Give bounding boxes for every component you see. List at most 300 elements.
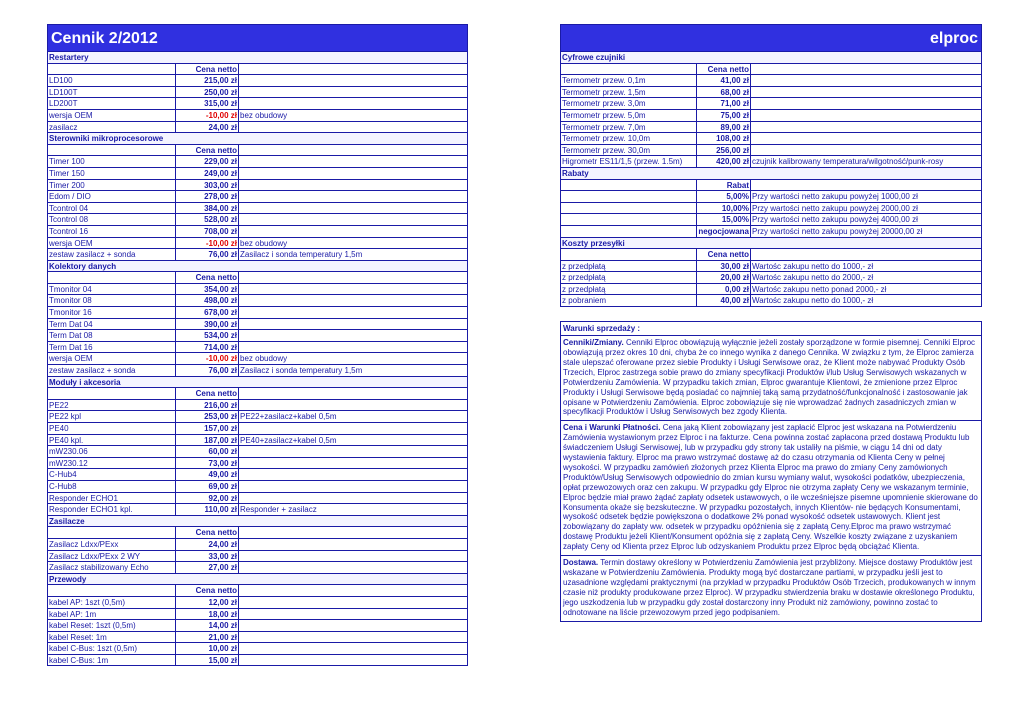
table-row [561, 98, 981, 110]
product-note [751, 122, 981, 133]
product-price: 73,00 zł [176, 458, 239, 469]
product-note [239, 493, 467, 504]
table-row [48, 214, 467, 226]
product-name: Tcontrol 04 [48, 203, 176, 214]
product-note [239, 98, 467, 109]
product-note [239, 458, 467, 469]
product-note [239, 87, 467, 98]
product-name: mW230.06 [48, 446, 176, 457]
table-row [48, 632, 467, 644]
product-name: Timer 200 [48, 180, 176, 191]
price-table-right [560, 52, 982, 307]
product-note [239, 295, 467, 306]
product-price: 253,00 zł [176, 411, 239, 422]
product-note [239, 551, 467, 562]
product-price: 229,00 zł [176, 156, 239, 167]
product-note [239, 400, 467, 411]
product-note: Przy wartości netto zakupu powyżej 4000,00 zł [752, 215, 918, 225]
product-name: z pobraniem [561, 295, 697, 306]
product-name [561, 214, 697, 225]
terms-paragraph-title: Cenniki/Zmiany. [563, 338, 624, 348]
product-name: Termometr przew. 7,0m [561, 122, 697, 133]
product-price: 18,00 zł [176, 609, 239, 620]
section-heading [561, 238, 981, 250]
product-price: 315,00 zł [176, 98, 239, 109]
product-price: 498,00 zł [176, 295, 239, 306]
product-note [239, 156, 467, 167]
product-price: 60,00 zł [176, 446, 239, 457]
price-column-header: Cena netto [697, 249, 751, 260]
product-price: 216,00 zł [176, 400, 239, 411]
product-price: 24,00 zł [176, 122, 239, 133]
product-note [239, 609, 467, 620]
page-title: Cennik 2/2012 [47, 24, 468, 52]
section-name: Restartery [49, 53, 89, 62]
product-price: 303,00 zł [176, 180, 239, 191]
column-header-row [561, 64, 981, 76]
product-name: Responder ECHO1 kpl. [48, 504, 176, 515]
table-row [48, 423, 467, 435]
product-price: 49,00 zł [176, 469, 239, 480]
column-header-row [48, 64, 467, 76]
product-name: kabel AP: 1szt (0,5m) [48, 597, 176, 608]
product-note [239, 539, 467, 550]
terms-paragraph [561, 336, 981, 421]
product-price: -10,00 zł [176, 353, 239, 364]
product-price: 384,00 zł [176, 203, 239, 214]
header-blank [239, 527, 467, 538]
product-name: zestaw zasilacz + sonda [48, 249, 176, 260]
product-note [751, 75, 981, 86]
table-row [48, 87, 467, 99]
table-row [48, 493, 467, 505]
table-row [561, 87, 981, 99]
product-note [239, 620, 467, 631]
product-note [751, 133, 981, 144]
section-name: Koszty przesyłki [562, 238, 625, 248]
product-name: Termometr przew. 1,5m [561, 87, 697, 98]
table-row [48, 168, 467, 180]
product-name: Tcontrol 08 [48, 214, 176, 225]
product-price: 108,00 zł [697, 133, 751, 144]
table-row [48, 655, 467, 667]
product-price: 89,00 zł [697, 122, 751, 133]
table-row [48, 469, 467, 481]
table-row [561, 226, 981, 238]
table-row [561, 261, 981, 273]
brand-title: elproc [560, 24, 982, 52]
table-row [48, 238, 467, 250]
table-row [561, 133, 981, 145]
table-row [48, 295, 467, 307]
product-price: 678,00 zł [176, 307, 239, 318]
product-price: 76,00 zł [176, 249, 239, 260]
product-note: Zasilacz i sonda temperatury 1,5m [240, 250, 363, 260]
price-column-header: Cena netto [176, 145, 239, 156]
column-header-row [48, 527, 467, 539]
product-name: z przedpłatą [561, 261, 697, 272]
table-row [48, 75, 467, 87]
product-note [751, 98, 981, 109]
product-price: 10,00% [697, 203, 751, 214]
product-name: PE22 kpl [48, 411, 176, 422]
product-name: Term Dat 08 [48, 330, 176, 341]
product-name: PE22 [48, 400, 176, 411]
price-column-header: Cena netto [176, 64, 239, 75]
table-row [48, 562, 467, 574]
product-price: 5,00% [697, 191, 751, 202]
header-blank [48, 272, 176, 283]
header-blank [48, 585, 176, 596]
section-heading [48, 52, 467, 64]
product-price: negocjowana [698, 226, 749, 236]
product-name: Zasilacz Ldxx/PExx [48, 539, 176, 550]
table-row [48, 597, 467, 609]
product-note [239, 203, 467, 214]
product-name: Termometr przew. 3,0m [561, 98, 697, 109]
product-name: C-Hub8 [48, 481, 176, 492]
product-price: 75,00 zł [697, 110, 751, 121]
price-list-left [47, 24, 468, 666]
section-heading [48, 516, 467, 528]
product-name [561, 191, 697, 202]
table-row [48, 330, 467, 342]
product-note [239, 330, 467, 341]
product-price: 708,00 zł [176, 226, 239, 237]
product-name: PE40 [48, 423, 176, 434]
product-note [239, 226, 467, 237]
product-note: Wartośc zakupu netto do 2000,- zł [752, 273, 874, 283]
header-blank [751, 249, 981, 260]
product-name: kabel C-Bus: 1szt (0,5m) [48, 643, 176, 654]
terms-paragraph-text: Termin dostawy określony w Potwierdzeniu Zamówienia jest przybliżony. Miejsce dostawy Produktów jest wskazane w Potwierdzeniu Zamówienia. Produkty mogą być dostarczane partiami, w przypadku jeśli jest to uzasadnione względami praktycznymi (na przykład w przypadku Produktów Osób Trzecich, produkowanych w innym czasie niż produkty produkowane przez Elproc). W przypadku stwierdzenia braku w dostawie określonego Produktu, jego uszkodzenia lub w przypadku gdy został dostarczony inny Produkt niż zamówiony, powinno zostać to odnotowane na liście przewozowym przed jego podpisaniem. [563, 558, 976, 617]
terms-paragraph-title: Cena i Warunki Płatności. [563, 423, 661, 433]
header-blank [48, 388, 176, 399]
section-name: Zasilacze [49, 516, 85, 526]
product-note [239, 481, 467, 492]
header-blank [751, 180, 981, 191]
product-name: z przedpłatą [561, 284, 697, 295]
product-name: Termometr przew. 10,0m [561, 133, 697, 144]
product-price: 68,00 zł [697, 87, 751, 98]
product-note: bez obudowy [240, 238, 288, 248]
product-name: zestaw zasilacz + sonda [48, 365, 176, 376]
product-note: Przy wartości netto zakupu powyżej 20000,00 zł [752, 226, 923, 236]
product-price: 40,00 zł [697, 295, 751, 306]
product-name: z przedpłatą [561, 272, 697, 283]
product-price: 21,00 zł [176, 632, 239, 643]
section-name: Przewody [49, 574, 87, 584]
product-note [239, 75, 467, 86]
product-price: 534,00 zł [176, 330, 239, 341]
price-list-right [560, 24, 982, 622]
column-header-row [48, 585, 467, 597]
product-note [751, 145, 981, 156]
section-name: Sterowniki mikroprocesorowe [49, 134, 164, 144]
product-note [239, 632, 467, 643]
section-name: Cyfrowe czujniki [562, 53, 626, 62]
product-name: wersja OEM [48, 110, 176, 121]
table-row [48, 122, 467, 134]
product-name: zasilacz [48, 122, 176, 133]
product-price: 249,00 zł [176, 168, 239, 179]
product-price: 24,00 zł [176, 539, 239, 550]
product-note [239, 469, 467, 480]
table-row [561, 122, 981, 134]
header-blank [751, 64, 981, 75]
product-name: LD100T [48, 87, 176, 98]
product-note: Wartośc zakupu netto ponad 2000,- zł [752, 284, 887, 294]
product-note [239, 423, 467, 434]
table-row [48, 504, 467, 516]
product-price: 20,00 zł [697, 272, 751, 283]
section-name: Moduły i akcesoria [49, 377, 121, 387]
product-note: Przy wartości netto zakupu powyżej 1000,00 zł [752, 192, 918, 202]
header-blank [48, 145, 176, 156]
product-name: kabel Reset: 1szt (0,5m) [48, 620, 176, 631]
terms-body [561, 336, 981, 620]
table-row [48, 342, 467, 354]
product-name: mW230.12 [48, 458, 176, 469]
product-name: LD100 [48, 75, 176, 86]
price-column-header: Cena netto [176, 585, 239, 596]
product-name: LD200T [48, 98, 176, 109]
table-row [561, 284, 981, 296]
product-price: 110,00 zł [176, 504, 239, 515]
price-column-header: Rabat [697, 180, 751, 191]
table-row [561, 75, 981, 87]
terms-heading: Warunki sprzedaży : [561, 322, 981, 336]
table-row [48, 481, 467, 493]
section-heading [561, 52, 981, 64]
table-row [48, 249, 467, 261]
product-price: 420,00 zł [697, 156, 751, 167]
product-price: 0,00 zł [697, 284, 751, 295]
product-note [239, 655, 467, 666]
header-blank [239, 64, 467, 75]
product-price: -10,00 zł [176, 110, 239, 121]
terms-paragraph-title: Dostawa. [563, 558, 599, 568]
product-name [561, 203, 697, 214]
product-price: 10,00 zł [176, 643, 239, 654]
table-row [561, 272, 981, 284]
section-heading [561, 168, 981, 180]
product-name: Higrometr ES11/1,5 (przew. 1.5m) [561, 156, 697, 167]
product-note: Responder + zasilacz [240, 505, 317, 515]
table-row [48, 110, 467, 122]
product-name: kabel Reset: 1m [48, 632, 176, 643]
product-price: 71,00 zł [697, 98, 751, 109]
price-column-header: Cena netto [176, 527, 239, 538]
product-name: Timer 100 [48, 156, 176, 167]
column-header-row [48, 272, 467, 284]
table-row [48, 191, 467, 203]
product-note [239, 214, 467, 225]
product-note [239, 643, 467, 654]
product-price: 15,00% [697, 214, 751, 225]
column-header-row [48, 388, 467, 400]
table-row [48, 284, 467, 296]
product-name: Edom / DIO [48, 191, 176, 202]
product-price: -10,00 zł [176, 238, 239, 249]
product-note: Wartośc zakupu netto do 1000,- zł [752, 261, 874, 271]
product-price: 69,00 zł [176, 481, 239, 492]
table-row [561, 203, 981, 215]
section-name: Rabaty [562, 168, 589, 178]
product-note: Zasilacz i sonda temperatury 1,5m [240, 366, 363, 376]
product-note [239, 191, 467, 202]
column-header-row [48, 145, 467, 157]
product-price: 92,00 zł [176, 493, 239, 504]
product-name: Timer 150 [48, 168, 176, 179]
header-blank [239, 272, 467, 283]
price-column-header: Cena netto [697, 64, 751, 75]
product-note: PE22+zasilacz+kabel 0,5m [240, 412, 337, 422]
terms-box [560, 321, 982, 621]
product-name: PE40 kpl. [48, 435, 176, 446]
product-price: 33,00 zł [176, 551, 239, 562]
product-note [239, 446, 467, 457]
product-name: Zasilacz stabilizowany Echo [48, 562, 176, 573]
table-row [48, 156, 467, 168]
product-name: wersja OEM [48, 353, 176, 364]
section-heading [48, 377, 467, 389]
table-row [48, 620, 467, 632]
product-price: 528,00 zł [176, 214, 239, 225]
product-name: Tmonitor 04 [48, 284, 176, 295]
product-price: 157,00 zł [176, 423, 239, 434]
product-note: czujnik kalibrowany temperatura/wilgotność/punk-rosy [752, 157, 944, 167]
product-name: Termometr przew. 0,1m [561, 75, 697, 86]
product-note [239, 342, 467, 353]
product-price: 14,00 zł [176, 620, 239, 631]
product-price: 354,00 zł [176, 284, 239, 295]
product-price: 15,00 zł [176, 655, 239, 666]
table-row [561, 145, 981, 157]
product-note [751, 110, 981, 121]
product-price: 250,00 zł [176, 87, 239, 98]
table-row [48, 539, 467, 551]
header-blank [561, 180, 697, 191]
product-name: Termometr przew. 5,0m [561, 110, 697, 121]
product-note: bez obudowy [240, 110, 288, 120]
table-row [561, 295, 981, 307]
table-row [48, 400, 467, 412]
product-price: 256,00 zł [697, 145, 751, 156]
table-row [48, 203, 467, 215]
product-price: 187,00 zł [176, 435, 239, 446]
table-row [48, 643, 467, 655]
table-row [48, 319, 467, 331]
table-row [48, 446, 467, 458]
terms-paragraph-text: Cena jaką Klient zobowiązany jest zapłacić Elproc jest wskazana na Potwierdzeniu Zamówienia wystawionym przez Elproc i na fakturze. Cena powinna zostać zapłacona przed dostawą Produktu lub świadczeniem Usługi Serwisowej, lub w przypadku gdy strony tak ustaliły na piśmie, w ciągu 14 dni od daty wystawienia faktury. Elproc ma prawo wstrzymać dostawę aż do czasu otrzymania od Klienta Ceny w pełnej wysokości. W przypadku zamówień złożonych przez Klienta Elproc ma prawo do zmiany Ceny zamówionych Produktów/Usług Serwisowych odpowiednio do zmian kursu wymiany walut, wysokości podatków, ubezpieczenia, opłat przewozowych oraz cen zakupu. W przypadku gdy Elproc nie otrzyma zapłaty Ceny we wskazanym terminie, Elproc będzie miał prawo żądać zapłaty odsetek ustawowych, o ile wcześniejsze pisemne upomnienie skierowane do Konsumenta okaże się bezskuteczne. W przypadku pozostałych, innych Klientów- nie będących Konsumentami, wysokość odsetek będzie powiększona o dodatkowe 2% ponad wysokość odsetek ustawowych. Klient jest zobowiązany do zapłaty ww. odsetek w przypadku opóźnienia się z zapłatą Ceny.Elproc ma prawo wstrzymać dostawę Produktu jeżeli Klient/Konsument opóźnia się z zapłatą Ceny. Wszelkie koszty związane z uzyskaniem zapłaty Ceny od Klienta przez Elproc lub odzyskaniem Produktu przez Elproc będą obciążać Klienta. [563, 423, 978, 552]
product-name: kabel C-Bus: 1m [48, 655, 176, 666]
product-price: 714,00 zł [176, 342, 239, 353]
table-row [48, 226, 467, 238]
product-price: 27,00 zł [176, 562, 239, 573]
product-note: Przy wartości netto zakupu powyżej 2000,00 zł [752, 203, 918, 213]
product-note: PE40+zasilacz+kabel 0,5m [240, 435, 337, 445]
header-blank [48, 527, 176, 538]
table-row [561, 156, 981, 168]
section-heading [48, 261, 467, 273]
product-price: 41,00 zł [697, 75, 751, 86]
header-blank [561, 249, 697, 260]
product-name: Term Dat 04 [48, 319, 176, 330]
product-price: 12,00 zł [176, 597, 239, 608]
table-row [561, 214, 981, 226]
product-note: bez obudowy [240, 354, 288, 364]
product-price: 30,00 zł [697, 261, 751, 272]
header-blank [48, 64, 176, 75]
table-row [48, 458, 467, 470]
product-price: 390,00 zł [176, 319, 239, 330]
product-name [561, 226, 697, 237]
product-note [239, 307, 467, 318]
table-row [48, 435, 467, 447]
product-note [751, 87, 981, 98]
price-column-header: Cena netto [176, 388, 239, 399]
terms-paragraph-text: Cenniki Elproc obowiązują wyłącznie jeżeli zostały sporządzone w formie pisemnej. Cenniki Elproc obowiązują przez okres 10 dni, chyba że co innego wynika z danego Cennika. W związku z tym, że Elproc zamierza stale ulepszać oferowane przez siebie Produkty i Usługi Serwisowe oraz, że Klient może nabywać Produkty Osób Trzecich, Elproc zastrzega sobie prawo do zmiany specyfikacji Produktów i/lub Usług Serwisowych wskazanych w Potwierdzeniu Zamówienia. W przypadku takich zmian, Elproc gwarantuje Klientowi, że zmienione przez Elproc Produkty i Usługi Serwisowe będą posiadać co najmniej taką samą przydatność/funkcjonalność i zastosowanie jak opisane w Potwierdzeniu Zamówienia. Elproc zobowiązuje się nie wprowadzać żadnych zasadniczych zmian w specyfikacji Produktów i Usług Serwisowych bez zgody Klienta. [563, 338, 976, 417]
product-note [239, 284, 467, 295]
product-note [239, 122, 467, 133]
terms-paragraph [561, 421, 981, 556]
header-blank [239, 145, 467, 156]
table-row [48, 411, 467, 423]
table-row [48, 98, 467, 110]
product-name: Term Dat 16 [48, 342, 176, 353]
table-row [48, 180, 467, 192]
product-price: 278,00 zł [176, 191, 239, 202]
product-name: Responder ECHO1 [48, 493, 176, 504]
table-row [48, 609, 467, 621]
product-note: Wartośc zakupu netto do 1000,- zł [752, 296, 874, 306]
product-note [239, 597, 467, 608]
section-name: Kolektory danych [49, 261, 117, 271]
price-table-left [47, 52, 468, 666]
product-name: Tmonitor 16 [48, 307, 176, 318]
product-name: kabel AP: 1m [48, 609, 176, 620]
product-name: Termometr przew. 30,0m [561, 145, 697, 156]
product-name: wersja OEM [48, 238, 176, 249]
table-row [561, 191, 981, 203]
section-heading [48, 574, 467, 586]
table-row [48, 365, 467, 377]
terms-paragraph [561, 556, 981, 620]
column-header-row [561, 180, 981, 192]
product-name: Tcontrol 16 [48, 226, 176, 237]
product-price: 76,00 zł [176, 365, 239, 376]
header-blank [561, 64, 697, 75]
price-column-header: Cena netto [176, 272, 239, 283]
table-row [561, 110, 981, 122]
product-price: 215,00 zł [176, 75, 239, 86]
product-name: Zasilacz Ldxx/PExx 2 WY [48, 551, 176, 562]
table-row [48, 307, 467, 319]
section-heading [48, 133, 467, 145]
header-blank [239, 585, 467, 596]
product-name: C-Hub4 [48, 469, 176, 480]
product-name: Tmonitor 08 [48, 295, 176, 306]
product-note [239, 180, 467, 191]
product-note [239, 319, 467, 330]
column-header-row [561, 249, 981, 261]
product-note [239, 168, 467, 179]
header-blank [239, 388, 467, 399]
table-row [48, 353, 467, 365]
table-row [48, 551, 467, 563]
product-note [239, 562, 467, 573]
